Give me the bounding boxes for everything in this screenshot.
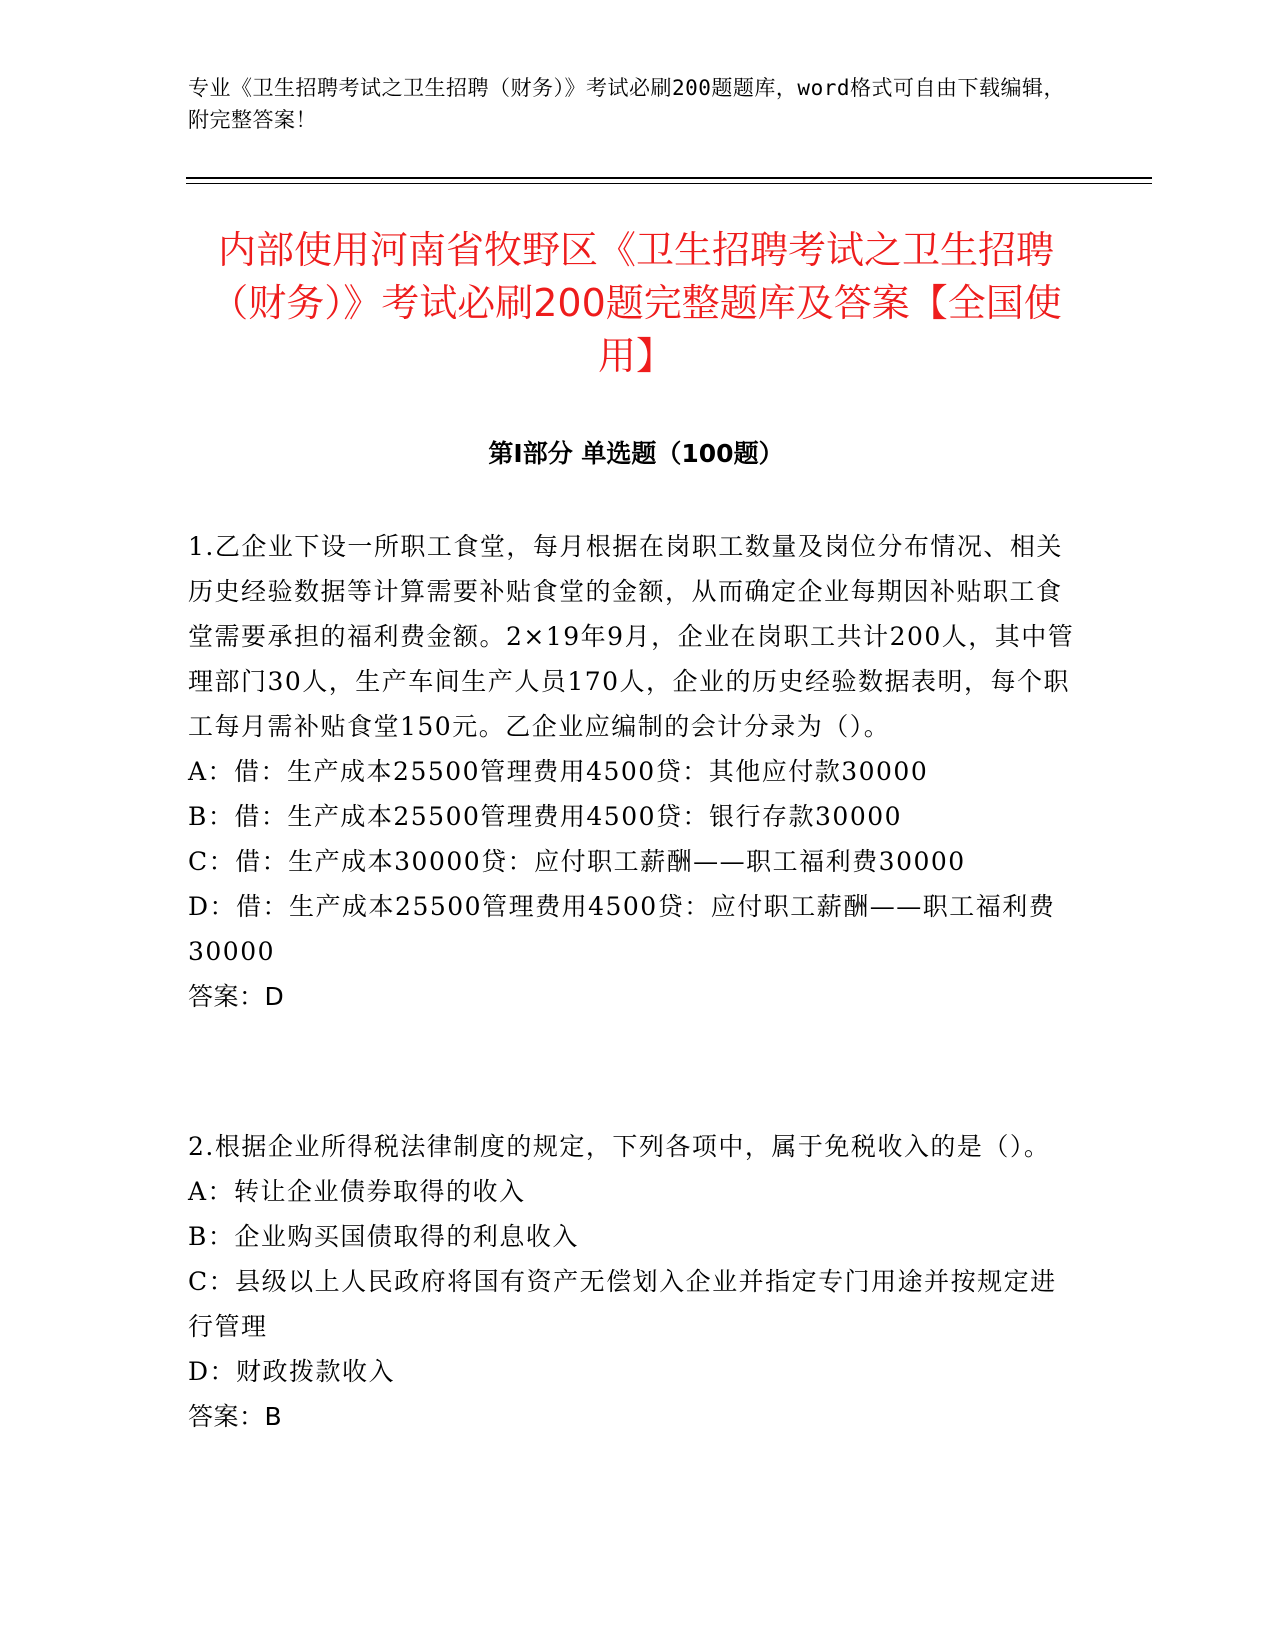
header-divider-thin [186, 183, 1152, 184]
option-c: C：借：生产成本30000贷：应付职工薪酬——职工福利费30000 [188, 847, 966, 876]
option-d: D：财政拨款收入 [188, 1357, 396, 1386]
question-stem: 2.根据企业所得税法律制度的规定，下列各项中，属于免税收入的是（）。 [188, 1132, 1051, 1161]
section-heading: 第Ⅰ部分 单选题（100题） [488, 439, 784, 468]
header-divider-thick [186, 177, 1152, 179]
option-d: D：借：生产成本25500管理费用4500贷：应付职工薪酬——职工福利费30000 [188, 892, 1056, 966]
answer: 答案：B [188, 1402, 283, 1431]
option-a: A：转让企业债券取得的收入 [188, 1177, 526, 1206]
question-stem: 1.乙企业下设一所职工食堂，每月根据在岗职工数量及岗位分布情况、相关历史经验数据等计算需要补贴食堂的金额，从而确定企业每期因补贴职工食堂需要承担的福利费金额。2×19年9月，企业在岗职工共计200人，其中管理部门30人，生产车间生产人员170人，企业的历史经验数据表明，每个职工每月需补贴食堂150元。乙企业应编制的会计分录为（）。 [188, 532, 1075, 741]
question-1 [188, 524, 1078, 1019]
option-b: B：借：生产成本25500管理费用4500贷：银行存款30000 [188, 802, 903, 831]
document-title: 内部使用河南省牧野区《卫生招聘考试之卫生招聘（财务）》考试必刷200题完整题库及答案【全国使用】 [210, 228, 1062, 378]
question-2 [188, 1124, 1078, 1439]
header-note: 专业《卫生招聘考试之卫生招聘（财务）》考试必刷200题题库，word格式可自由下载编辑，附完整答案！ [188, 76, 1065, 132]
option-c: C：县级以上人民政府将国有资产无偿划入企业并指定专门用途并按规定进行管理 [188, 1267, 1057, 1341]
option-b: B：企业购买国债取得的利息收入 [188, 1222, 579, 1251]
answer: 答案：D [188, 982, 285, 1011]
option-a: A：借：生产成本25500管理费用4500贷：其他应付款30000 [188, 757, 929, 786]
